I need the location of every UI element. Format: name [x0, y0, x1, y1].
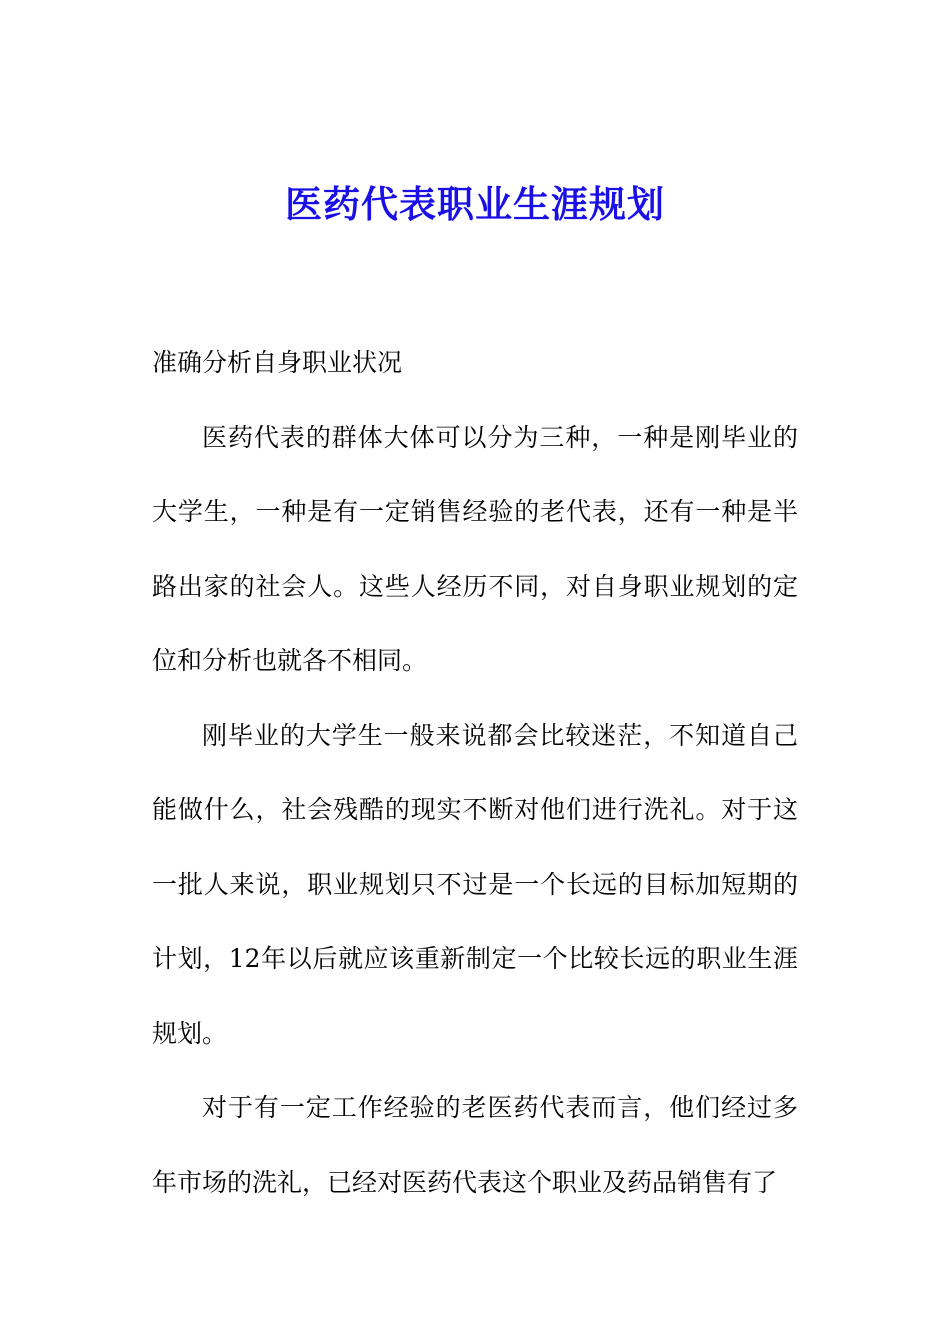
paragraph-1: 医药代表的群体大体可以分为三种，一种是刚毕业的大学生，一种是有一定销售经验的老代表，还有一种是半路出家的社会人。这些人经历不同，对自身职业规划的定位和分析也就各不相同。 — [152, 422, 798, 675]
paragraph-3: 对于有一定工作经验的老医药代表而言，他们经过多年市场的洗礼，已经对医药代表这个职业及药品销售有了 — [152, 1093, 798, 1197]
document-title: 医药代表职业生涯规划 — [285, 182, 665, 226]
document-body — [152, 326, 798, 1220]
paragraph-2: 刚毕业的大学生一般来说都会比较迷茫，不知道自己能做什么，社会残酷的现实不断对他们进行洗礼。对于这一批人来说，职业规划只不过是一个长远的目标加短期的计划，12年以后就应该重新制定一个比较长远的职业生涯规划。 — [152, 720, 798, 1048]
section-heading: 准确分析自身职业状况 — [152, 348, 403, 377]
